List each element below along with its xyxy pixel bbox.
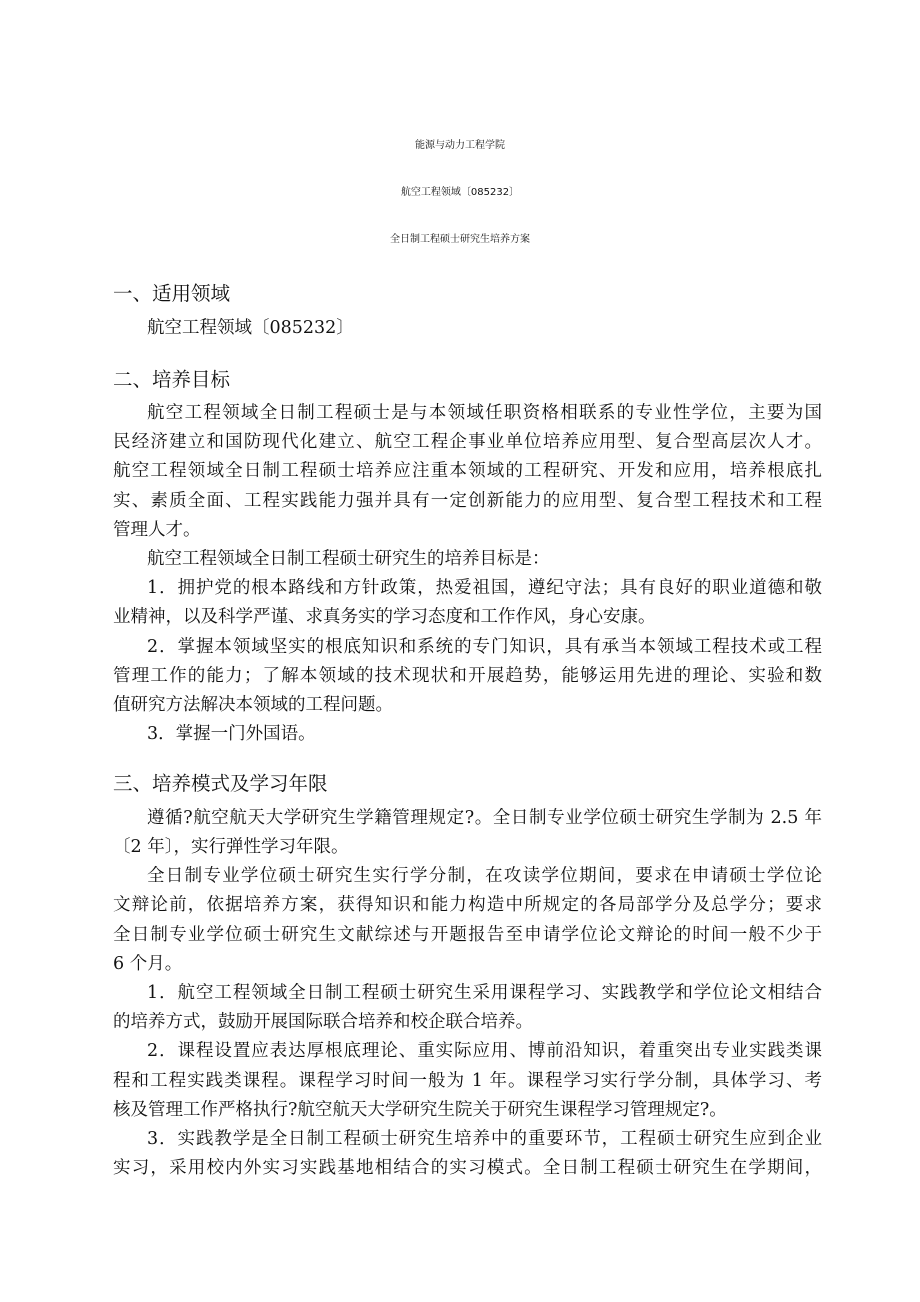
section-1-line: 航空工程领域〔085232〕 [147,318,354,338]
section-2-line: 1．拥护党的根本路线和方针政策，热爱祖国，遵纪守法；具有良好的职业道德和敬 [147,578,822,598]
section-2-line: 值研究方法解决本领域的工程问题。 [113,695,393,715]
section-3-line: 6 个月。 [113,954,183,974]
section-2-heading: 二、培养目标 [113,368,231,391]
section-2-line: 管理人才。 [113,520,201,540]
section-3-line: 的培养方式，鼓励开展国际联合培养和校企联合培养。 [113,1012,533,1032]
section-3-line: 实习，采用校内外实习实践基地相结合的实习模式。全日制工程硕士研究生在学期间， [113,1158,822,1178]
section-3-line: 2．课程设置应表达厚根底理论、重实际应用、博前沿知识，着重突出专业实践类课 [147,1041,822,1061]
section-1-heading: 一、适用领域 [113,282,231,305]
section-3-line: 全日制专业学位硕士研究生文献综述与开题报告至申请学位论文辩论的时间一般不少于 [113,925,822,945]
section-3-line: 遵循?航空航天大学研究生学籍管理规定?。全日制专业学位硕士研究生学制为 2.5 年 [147,808,822,828]
section-2-line: 实、素质全面、工程实践能力强并具有一定创新能力的应用型、复合型工程技术和工程 [113,491,822,511]
section-3-line: 3．实践教学是全日制工程硕士研究生培养中的重要环节，工程硕士研究生应到企业 [147,1129,822,1149]
section-2-line: 业精神，以及科学严谨、求真务实的学习态度和工作作风，身心安康。 [113,607,656,627]
section-2-line: 管理工作的能力；了解本领域的技术现状和开展趋势，能够运用先进的理论、实验和数 [113,666,822,686]
section-3-line: 〔2 年〕，实行弹性学习年限。 [113,837,349,857]
section-3-line: 程和工程实践类课程。课程学习时间一般为 1 年。课程学习实行学分制，具体学习、考 [113,1071,822,1091]
section-2-line: 3．掌握一门外国语。 [147,724,316,744]
section-2-line: 航空工程领域全日制工程硕士培养应注重本领域的工程研究、开发和应用，培养根底扎 [113,461,822,481]
section-2-line: 2．掌握本领域坚实的根底知识和系统的专门知识，具有承当本领域工程技术或工程 [147,637,822,657]
section-3-heading: 三、培养模式及学习年限 [113,772,328,795]
section-3-line: 1．航空工程领域全日制工程硕士研究生采用课程学习、实践教学和学位论文相结合 [147,983,822,1003]
section-2-line: 民经济建立和国防现代化建立、航空工程企事业单位培养应用型、复合型高层次人才。 [113,432,822,452]
section-3-line: 文辩论前，依据培养方案，获得知识和能力构造中所规定的各局部学分及总学分；要求 [113,895,822,915]
section-3-line: 全日制专业学位硕士研究生实行学分制，在攻读学位期间，要求在申请硕士学位论 [147,866,822,886]
section-2-line: 航空工程领域全日制工程硕士是与本领域任职资格相联系的专业性学位，主要为国 [147,403,822,423]
plan-title: 全日制工程硕士研究生培养方案 [390,234,530,245]
section-3-line: 核及管理工作严格执行?航空航天大学研究生院关于研究生课程学习管理规定?。 [113,1100,727,1120]
field-title: 航空工程领域〔085232〕 [400,187,520,198]
school-title: 能源与动力工程学院 [415,140,505,151]
section-2-line: 航空工程领域全日制工程硕士研究生的培养目标是： [147,549,550,569]
